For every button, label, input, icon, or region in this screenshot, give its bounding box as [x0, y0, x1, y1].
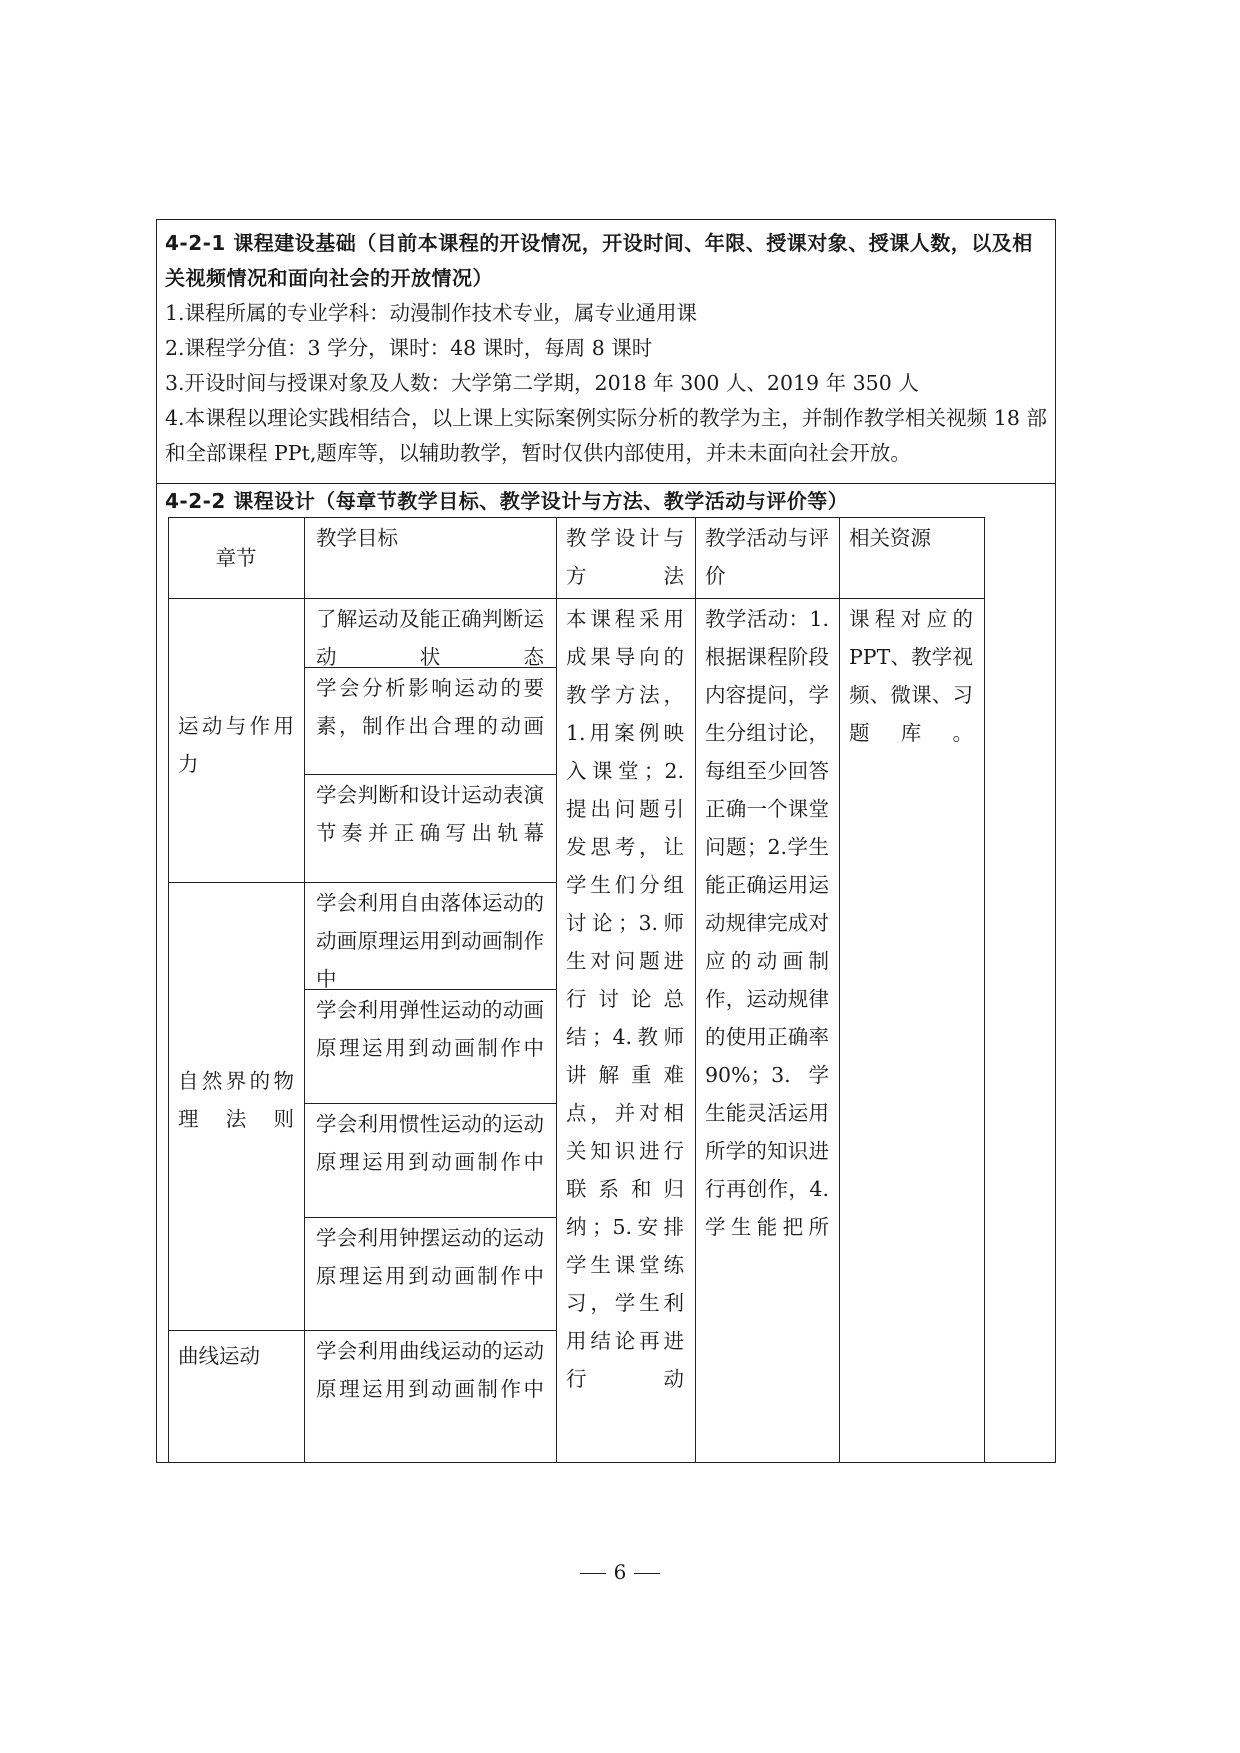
activity-eval-text: 教学活动：1.根据课程阶段内容提问，学生分组讨论，每组至少回答正确一个课堂问题；2.学生能正确运用运动规律完成对应的动画制作，运动规律的使用正确率 90%；3.学生能灵活运用所学的知识进行再创作，4.学生能把所 [705, 607, 829, 1239]
table-rule [556, 517, 557, 1463]
goal-3: 学会判断和设计运动表演节奏并正确写出轨幕 [316, 783, 544, 845]
footer-dash-right [634, 1573, 660, 1574]
basis-item-4: 4.本课程以理论实践相结合，以上课上实际案例实际分析的教学为主，并制作教学相关视频 18 部和全部课程 PPt,题库等，以辅助教学，暂时仅供内部使用，并未未面向社会开放。 [165, 406, 1047, 465]
col-header-design: 教学设计与方法 [566, 526, 684, 588]
page-number: 6 [613, 1560, 627, 1584]
section-heading-4-2-1: 4-2-1 课程建设基础（目前本课程的开设情况，开设时间、年限、授课对象、授课人数，以及相关视频情况和面向社会的开放情况） [165, 231, 1033, 290]
page-footer [0, 1560, 1240, 1584]
col-header-goal: 教学目标 [316, 526, 398, 550]
course-design-table [168, 517, 1048, 1463]
col-header-resources: 相关资源 [849, 526, 931, 550]
basis-item-1: 1.课程所属的专业学科：动漫制作技术专业，属专业通用课 [165, 301, 698, 325]
col-header-activity: 教学活动与评价 [705, 526, 829, 588]
table-rule [984, 517, 985, 1463]
footer-dash-left [580, 1573, 606, 1574]
goal-5: 学会利用弹性运动的动画原理运用到动画制作中 [316, 998, 544, 1060]
basis-item-3: 3.开设时间与授课对象及人数：大学第二学期，2018 年 300 人、2019 年 350 人 [165, 371, 919, 395]
table-rule [839, 517, 840, 1463]
table-rule [168, 517, 169, 1463]
goal-7: 学会利用钟摆运动的运动原理运用到动画制作中 [316, 1226, 544, 1288]
goal-4: 学会利用自由落体运动的动画原理运用到动画制作中 [316, 891, 544, 991]
course-basis-section [157, 220, 1055, 484]
chapter-2: 自然界的物理法则 [178, 1069, 294, 1131]
resources-text: 课程对应的 PPT、教学视频、微课、习题库。 [849, 607, 973, 745]
goal-6: 学会利用惯性运动的运动原理运用到动画制作中 [316, 1112, 544, 1174]
chapter-3: 曲线运动 [178, 1344, 260, 1368]
col-header-chapter: 章节 [215, 546, 257, 570]
goal-1: 了解运动及能正确判断运动状态 [316, 607, 544, 669]
design-method-text: 本课程采用成果导向的教学方法，1.用案例映入课堂；2.提出问题引发思考，让学生们分组讨论；3.师生对问题进行讨论总结；4.教师讲解重难点，并对相关知识进行联系和归纳；5.安排学生课堂练习，学生利用结论再进行动 [566, 607, 684, 1391]
goal-8: 学会利用曲线运动的运动原理运用到动画制作中 [316, 1339, 544, 1401]
table-rule [695, 517, 696, 1463]
goal-2: 学会分析影响运动的要素，制作出合理的动画 [316, 676, 544, 738]
basis-item-2: 2.课程学分值：3 学分，课时：48 课时，每周 8 课时 [165, 336, 653, 360]
chapter-1: 运动与作用力 [178, 714, 294, 776]
course-form-table [156, 219, 1056, 1463]
section-heading-4-2-2: 4-2-2 课程设计（每章节教学目标、教学设计与方法、教学活动与评价等） [165, 489, 849, 513]
